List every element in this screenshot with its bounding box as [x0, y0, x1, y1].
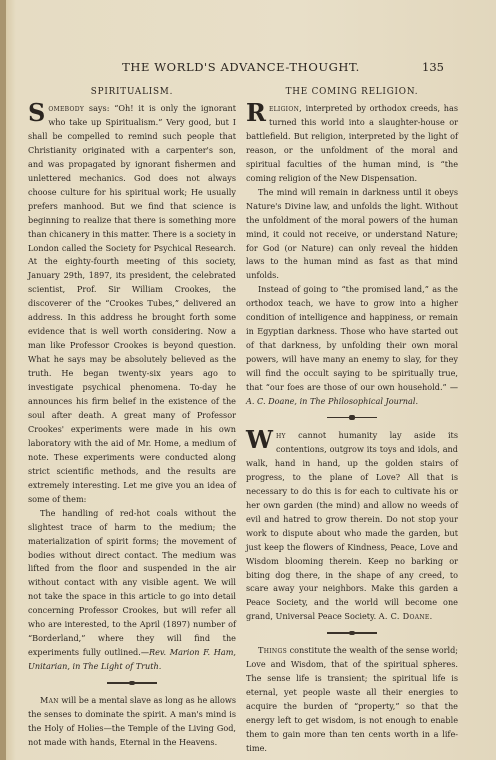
drop-cap: R: [246, 98, 266, 127]
citation: —A. C. Doane, in The Philosophical Journal.: [246, 382, 458, 407]
lead-word: hy: [275, 429, 286, 440]
paragraph-text: cannot humanity lay aside its contentions, outgrow its toys and idols, and walk, hand in hand, up the golden stairs of progress, to the plane of Love? All that is necessary to do this is for each to cultivate his or her own garden (the mind) and allow no weeds of evil and hatred to grow therein. Do not stop your work to dispute about who made the garden, but just keep the flowers of Kindness, Peace, Love and Wisdom blooming therein. Keep no barking or biting dog there, in the shape of any creed, to scare away your neighbors. Make this garden a Peace Society, and the world will become one grand, Universal Peace Society.: [246, 429, 458, 622]
left-column: [28, 86, 236, 750]
section-title-coming-religion: THE COMING RELIGION.: [285, 87, 419, 97]
paragraph-text: says: “Oh! it is only the ignorant who take up Spiritualism.” Very good, but I shall be compelled to remind such people that Christianity originated with a carpenter's son, and was propagated by ignorant fishermen and unlettered mechanics. God does not always choose culture for his spiritual work; He usually prefers manhood. But we find that science is beginning to realize that there is something more than chicanery in this matter. There is a society in London called the Society for Psychical Research. At the eighty-fourth meeting of this society, January 29th, 1897, its president, the celebrated scientist, Prof. Sir William Crookes, the discoverer of the “Crookes Tubes,” delivered an address. In this address he brought forth some evidence that is well worth considering. Now a man like Professor Crookes is beyond question. What he says may be absolutely believed as the truth. He began twenty-six years ago to investigate psychical phenomena. To-day he announces his firm belief in the existence of the soul after death. A great many of Professor Crookes' experiments were made in his own laboratory with the aid of Mr. Home, a medium of note. These experiments were conducted along strict scientific methods, and the results are extremely interesting. Let me give you an idea of some of them:: [28, 103, 236, 504]
lead-word: Things: [258, 645, 287, 656]
paragraph-text: constitute the wealth of the sense world; Love and Wisdom, that of the spiritual spheres. The sense life is transient; the spiritual life is eternal, yet people waste all their energies to acquire the burden of “property,” so that the energy left to get wisdom, is not enough to enable them to gain more than ten cents worth in a life-time.: [246, 645, 459, 753]
paragraph: [246, 283, 458, 409]
drop-cap: S: [28, 98, 46, 127]
right-column: [246, 86, 458, 756]
lead-word: Man: [40, 695, 59, 706]
paragraph-text: Instead of going to “the promised land,” as the orthodox teach, we have to grow into a higher condition of intelligence and happiness, or remain in Egyptian darkness. Those who have started out of that darkness, by unfolding their own moral powers, will have many an enemy to slay, for they will find the occult saying to be spiritually true, that “our foes are those of our own household.”: [246, 284, 458, 393]
lead-word: eligion,: [268, 103, 303, 113]
page-header: [0, 60, 496, 78]
page-number: 135: [422, 60, 444, 74]
running-title: THE WORLD'S ADVANCE-THOUGHT.: [122, 60, 360, 74]
section-divider: [246, 413, 458, 423]
citation: —Rev. Marion F. Ham, Unitarian, in The Light of Truth.: [28, 647, 236, 672]
paragraph: [246, 424, 458, 624]
paragraph: [246, 98, 458, 186]
paragraph-text: interpreted by orthodox creeds, has turned this world into a slaughter-house or battlefield. But religion, interpreted by the light of reason, or the unfoldment of the moral and spiritual faculties of the human mind, is “the coming religion of the New Dispensation.: [246, 103, 458, 183]
page-gutter: [0, 0, 6, 760]
paragraph: [246, 186, 458, 284]
section-divider: [246, 628, 458, 638]
paragraph-text: will be a mental slave as long as he allows the senses to dominate the spirit. A man's mind is the Holy of Holies—the Temple of the Living God, not made with hands, Eternal in the Heavens.: [28, 695, 236, 747]
lead-word: omebody: [48, 103, 85, 113]
paragraph-text: The mind will remain in darkness until it obeys Nature's Divine law, and unfolds the light. Without the unfoldment of the moral powers of the human mind, it could not receive, or understand Nature; for God (or Nature) can only reveal the hidden laws to the human mind as fast as that mind unfolds.: [246, 186, 458, 281]
paragraph-text: The handling of red-hot coals without the slightest trace of harm to the medium; the materialization of spirit forms; the movement of bodies without direct contact. The medium was lifted from the floor and suspended in the air without contact with any visible agent. We will not take the space in this article to go into detail concerning Professor Crookes, but will refer all who are interested, to the April (1897) number of “Borderland,” where they will find the experiments fully outlined.: [28, 507, 236, 658]
paragraph: [28, 98, 236, 507]
section-title-spiritualism: SPIRITUALISM.: [90, 87, 174, 97]
drop-cap: W: [246, 424, 273, 454]
signature: A. C. Doane.: [378, 611, 433, 622]
paragraph: [246, 644, 458, 756]
section-divider: [28, 678, 236, 688]
paragraph: [28, 694, 236, 750]
paragraph: [28, 507, 236, 674]
